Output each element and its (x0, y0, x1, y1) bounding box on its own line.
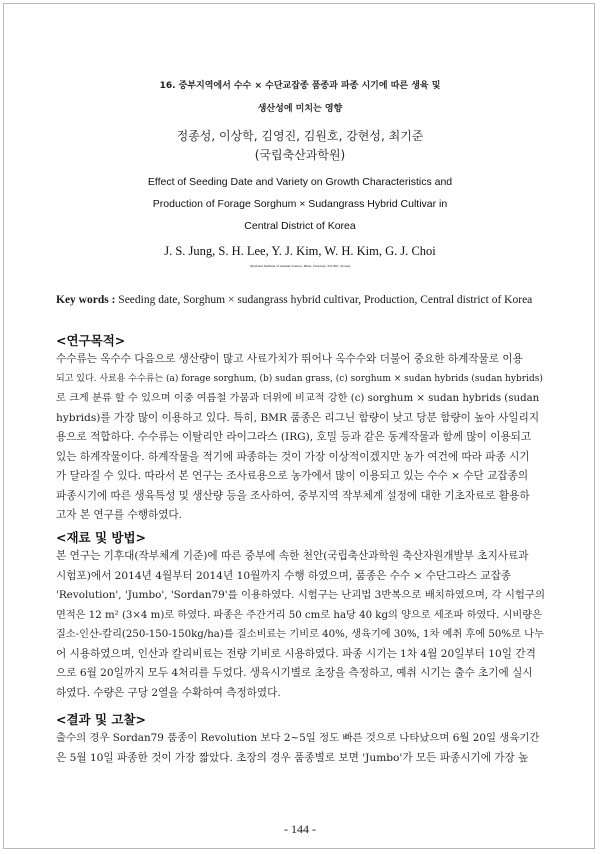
paragraph-line: 으로 6월 20일까지 모두 4처리를 두었다. 생육시기별로 초장을 측정하고, 예취 시기는 출수 초기에 실시 (56, 667, 533, 679)
results-heading: <결과 및 고찰> (56, 712, 147, 727)
keywords-label: Key words : (56, 294, 116, 306)
paragraph-line: 로 크게 분류 할 수 있으며 이중 여름철 가뭄과 더위에 비교적 강한 (c) sorghum × sudan hybrids (sudan (56, 393, 540, 404)
korean-title-line-1: 16. 중부지역에서 수수 × 수단교잡종 품종과 파종 시기에 따른 생육 및 (159, 81, 441, 91)
paragraph-line: 되고 있다. 사료용 수수류는 (a) forage sorghum, (b) sudan grass, (c) sorghum × sudan hybrids (sudan hybrids) (56, 373, 543, 384)
english-title-line-2: Production of Forage Sorghum × Sudangrass Hybrid Cultivar in (152, 198, 448, 210)
english-authors: J. S. Jung, S. H. Lee, Y. J. Kim, W. H. Kim, G. J. Choi (164, 244, 436, 258)
paragraph-line: 시험포)에서 2014년 4월부터 2014년 10월까지 수행 하였으며, 품종은 수수 × 수단그라스 교잡종 (56, 569, 512, 582)
purpose-paragraph (56, 350, 548, 526)
english-affiliation: (National Institute of Animal Science, RDA, Cheonan, 331-801, Korea) (249, 264, 351, 268)
korean-authors: 정종성, 이상학, 김영진, 김원호, 강현성, 최기준 (176, 129, 424, 143)
paragraph-line: hybrids)를 가장 많이 이용하고 있다. 특히, BMR 품종은 리그닌 함량이 낮고 당분 함량이 높아 사일리지 (56, 411, 540, 424)
keywords (56, 294, 556, 306)
paragraph-line: 어 시용하였으며, 인산과 칼리비료는 전량 기비로 시용하였다. 파종 시기는 1차 4월 20일부터 10일 간격 (56, 647, 536, 660)
korean-title-line-2: 생산성에 미치는 영향 (257, 104, 343, 114)
methods-heading: <재료 및 방법> (56, 530, 147, 545)
paragraph-line: 하였다. 수량은 구당 2열을 수확하여 측정하였다. (56, 686, 281, 699)
english-title-line-1: Effect of Seeding Date and Variety on Growth Characteristics and (147, 176, 453, 188)
methods-paragraph (56, 547, 548, 703)
paragraph-line: 가 달라질 수 있다. 따라서 본 연구는 조사료용으로 농가에서 많이 이용되고 있는 수수 × 수단 교잡종의 (56, 470, 529, 482)
page-number: - 144 - (284, 822, 316, 836)
paragraph-line: 본 연구는 기후대(작부체계 기준)에 따른 중부에 속한 천안(국립축산과학원 축산자원개발부 초지사료과 (56, 550, 529, 562)
keywords-text: Seeding date, Sorghum × sudangrass hybrid cultivar, Production, Central district of Korea (115, 294, 533, 306)
paragraph-line: 은 5월 10일 파종한 것이 가장 짧았다. 초장의 경우 품종별로 보면 'Jumbo'가 모든 파종시기에 가장 높 (56, 751, 529, 764)
purpose-heading: <연구목적> (56, 333, 126, 348)
english-title-line-3: Central District of Korea (244, 220, 356, 232)
paragraph-line: 질소-인산-칼리(250-150-150kg/ha)를 질소비료는 기비로 40%, 생육기에 30%, 1차 예취 후에 50%로 나누 (56, 629, 544, 640)
korean-affiliation: (국립축산과학원) (254, 148, 346, 162)
paragraph-line: 용으로 적합하다. 수수류는 이탈리안 라이그라스 (IRG), 호밀 등과 같은 동계작물과 함께 많이 이용되고 (56, 431, 532, 443)
paragraph-line: 고자 본 연구를 수행하였다. (56, 509, 183, 521)
paragraph-line: 'Revolution', 'Jumbo', 'Sordan79'를 이용하였다. 시험구는 난괴법 3반복으로 배치하였으며, 각 시험구의 (56, 589, 546, 601)
results-paragraph (56, 729, 548, 768)
paragraph-line: 있는 하계작물이다. 하계작물을 적기에 파종하는 것이 가장 이상적이겠지만 농가 여건에 따라 파종 시기 (56, 450, 530, 463)
paragraph-line: 출수의 경우 Sordan79 품종이 Revolution 보다 2~5일 정도 빠른 것으로 나타났으며 6월 20일 생육기간 (56, 732, 540, 744)
paragraph-line: 파종시기에 따른 생육특성 및 생산량 등을 조사하여, 중부지역 작부체계 설정에 대한 기초자료로 활용하 (56, 489, 530, 502)
paragraph-line: 면적은 12 m² (3×4 m)로 하였다. 파종은 주간거리 50 cm로 ha당 40 kg의 양으로 세조파 하였다. 시비량은 (56, 609, 542, 621)
paragraph-line: 수수류는 옥수수 다음으로 생산량이 많고 사료가치가 뛰어나 옥수수와 더불어 중요한 하계작물로 이용 (56, 353, 523, 365)
